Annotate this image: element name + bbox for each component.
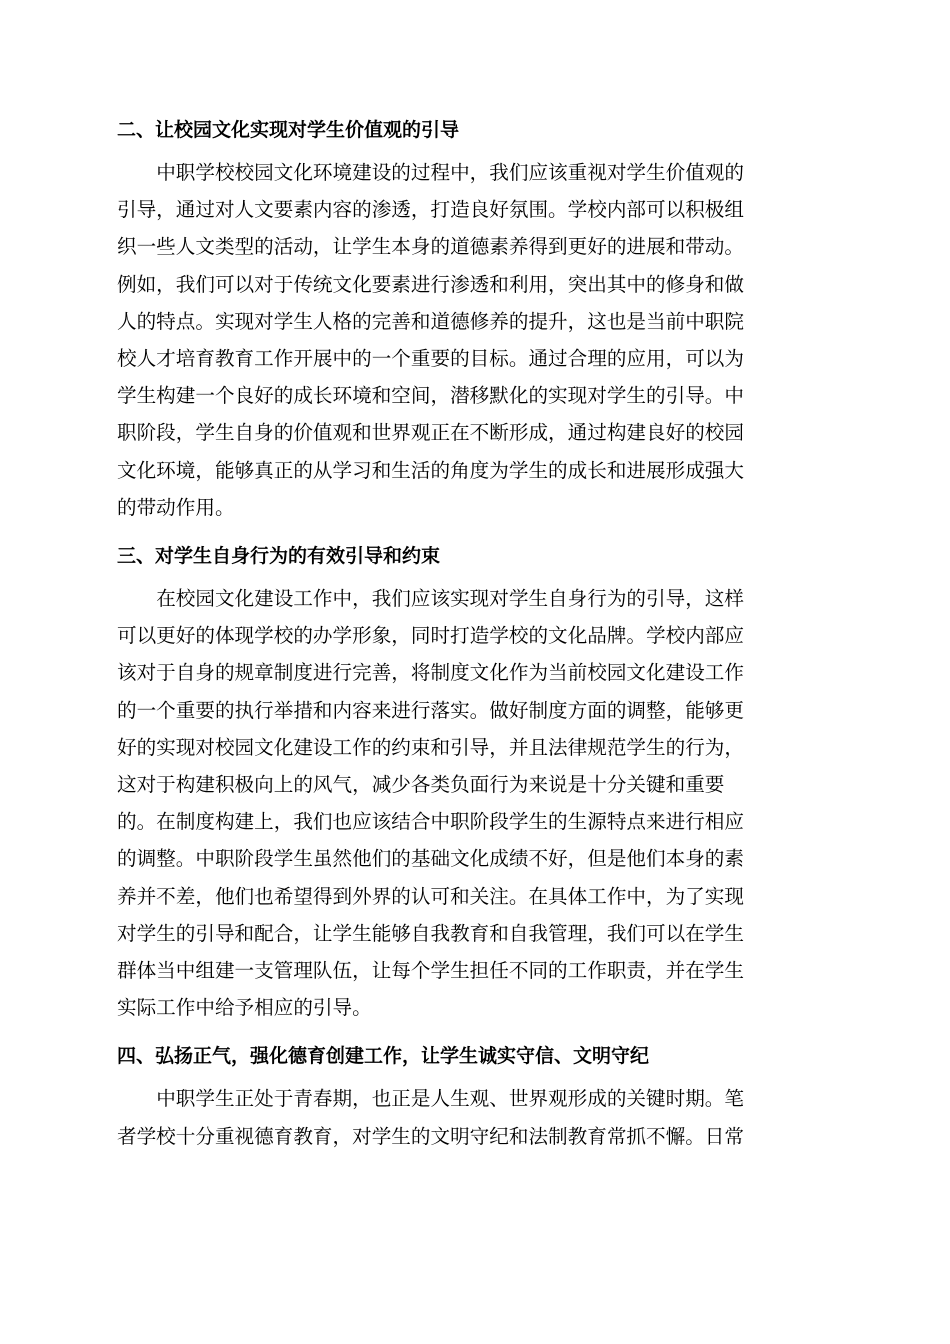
section-paragraph-3 bbox=[117, 580, 833, 1026]
text-line: 中职学生正处于青春期，也正是人生观、世界观形成的关键时期。笔 bbox=[156, 1087, 744, 1111]
text-line: 学生构建一个良好的成长环境和空间，潜移默化的实现对学生的引导。中 bbox=[117, 384, 744, 408]
text-line: 可以更好的体现学校的办学形象，同时打造学校的文化品牌。学校内部应 bbox=[117, 624, 744, 648]
section-heading-3: 三、对学生自身行为的有效引导和约束 bbox=[117, 545, 441, 568]
text-line: 好的实现对校园文化建设工作的约束和引导，并且法律规范学生的行为， bbox=[117, 735, 744, 759]
text-line: 的带动作用。 bbox=[117, 495, 235, 519]
text-line: 实际工作中给予相应的引导。 bbox=[117, 996, 372, 1020]
text-line: 织一些人文类型的活动，让学生本身的道德素养得到更好的进展和带动。 bbox=[117, 235, 744, 259]
text-line: 对学生的引导和配合，让学生能够自我教育和自我管理，我们可以在学生 bbox=[117, 921, 744, 945]
text-line: 群体当中组建一支管理队伍，让每个学生担任不同的工作职责，并在学生 bbox=[117, 959, 744, 983]
section-paragraph-2 bbox=[117, 154, 833, 526]
text-line: 者学校十分重视德育教育，对学生的文明守纪和法制教育常抓不懈。日常 bbox=[117, 1124, 744, 1148]
section-paragraph-4 bbox=[117, 1080, 833, 1154]
document-page bbox=[117, 112, 833, 1167]
text-line: 的。在制度构建上，我们也应该结合中职阶段学生的生源特点来进行相应 bbox=[117, 810, 744, 834]
text-line: 的调整。中职阶段学生虽然他们的基础文化成绩不好，但是他们本身的素 bbox=[117, 847, 744, 871]
text-line: 这对于构建积极向上的风气，减少各类负面行为来说是十分关键和重要 bbox=[117, 773, 725, 797]
text-line: 例如，我们可以对于传统文化要素进行渗透和利用，突出其中的修身和做 bbox=[117, 272, 744, 296]
text-line: 文化环境，能够真正的从学习和生活的角度为学生的成长和进展形成强大 bbox=[117, 458, 744, 482]
text-line: 中职学校校园文化环境建设的过程中，我们应该重视对学生价值观的 bbox=[156, 161, 744, 184]
section-heading-2: 二、让校园文化实现对学生价值观的引导 bbox=[117, 119, 460, 141]
section-heading-4: 四、弘扬正气，强化德育创建工作，让学生诚实守信、文明守纪 bbox=[117, 1045, 650, 1068]
text-line: 的一个重要的执行举措和内容来进行落实。做好制度方面的调整，能够更 bbox=[117, 698, 744, 722]
text-line: 引导，通过对人文要素内容的渗透，打造良好氛围。学校内部可以积极组 bbox=[117, 198, 744, 222]
text-line: 该对于自身的规章制度进行完善，将制度文化作为当前校园文化建设工作 bbox=[117, 661, 744, 685]
text-line: 养并不差，他们也希望得到外界的认可和关注。在具体工作中，为了实现 bbox=[117, 884, 744, 908]
text-line: 校人才培育教育工作开展中的一个重要的目标。通过合理的应用，可以为 bbox=[117, 347, 744, 371]
text-line: 在校园文化建设工作中，我们应该实现对学生自身行为的引导，这样 bbox=[156, 587, 744, 611]
text-line: 职阶段，学生自身的价值观和世界观正在不断形成，通过构建良好的校园 bbox=[117, 421, 744, 445]
text-line: 人的特点。实现对学生人格的完善和道德修养的提升，这也是当前中职院 bbox=[117, 309, 744, 333]
